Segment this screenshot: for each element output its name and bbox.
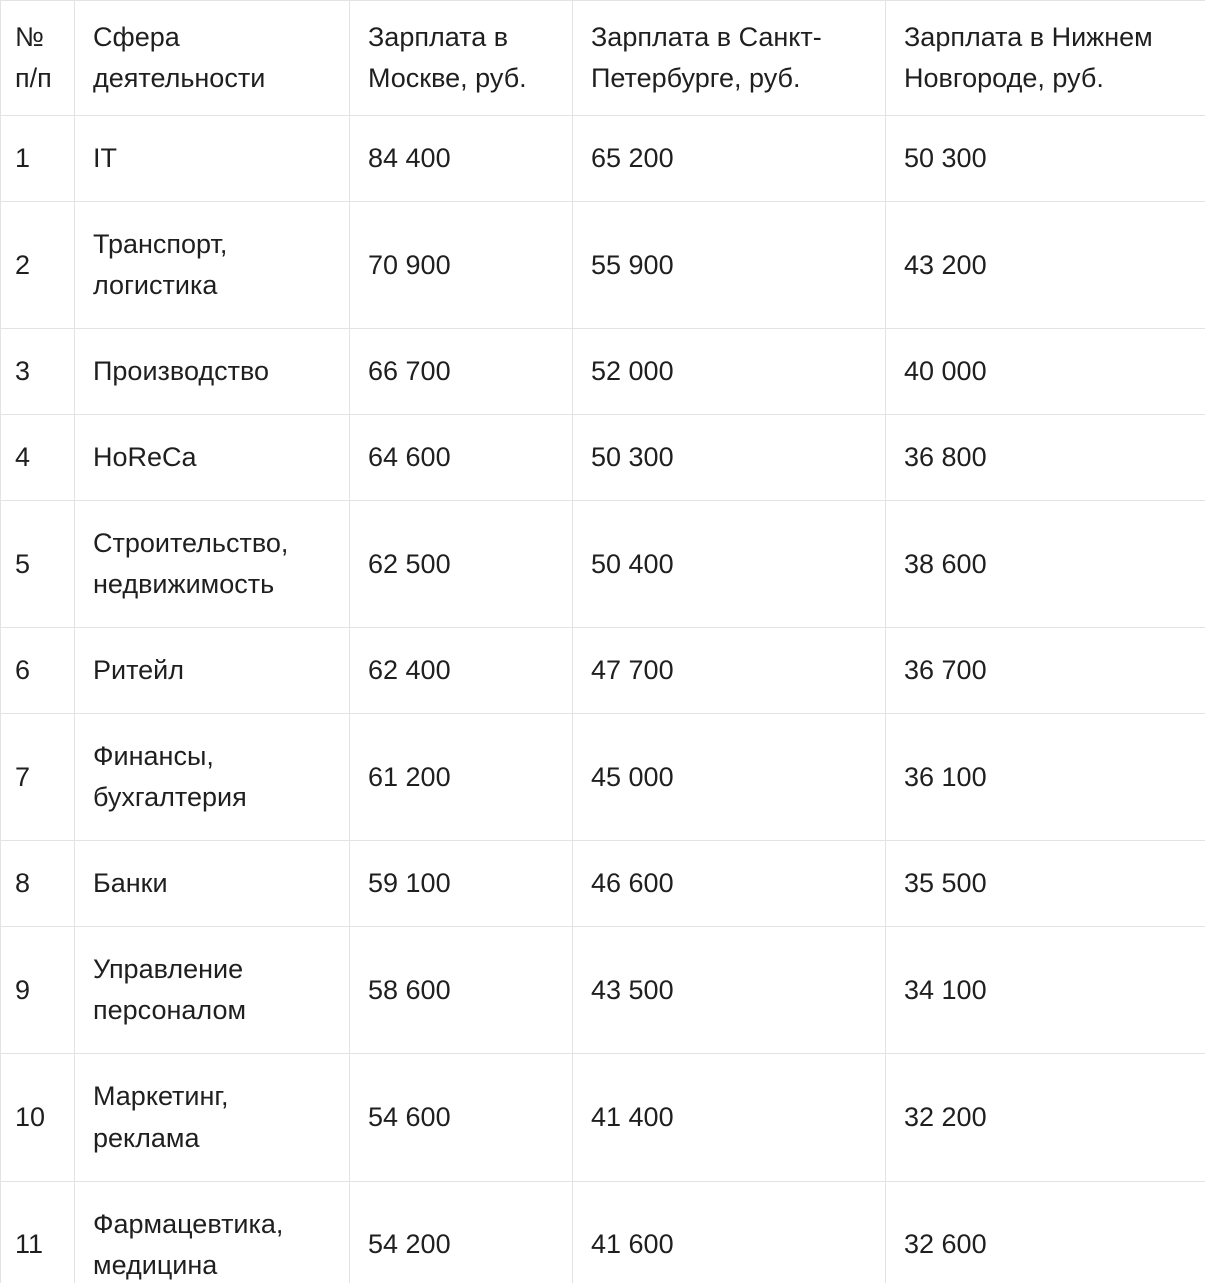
row-spb-salary: 55 900: [573, 202, 886, 329]
row-nn-salary: 38 600: [886, 501, 1205, 628]
column-header-spb-salary: Зарплата в Санкт-Петербурге, руб.: [573, 1, 886, 116]
row-nn-salary: 50 300: [886, 116, 1205, 202]
row-spb-salary: 50 400: [573, 501, 886, 628]
row-moscow-salary: 59 100: [350, 841, 573, 927]
row-spb-salary: 50 300: [573, 415, 886, 501]
row-spb-salary: 46 600: [573, 841, 886, 927]
row-sphere: Финансы, бухгалтерия: [75, 714, 350, 841]
row-spb-salary: 52 000: [573, 329, 886, 415]
row-moscow-salary: 64 600: [350, 415, 573, 501]
row-spb-salary: 65 200: [573, 116, 886, 202]
row-moscow-salary: 84 400: [350, 116, 573, 202]
row-nn-salary: 36 700: [886, 628, 1205, 714]
row-number: 3: [1, 329, 75, 415]
table-row: [1, 714, 1205, 841]
row-number: 9: [1, 927, 75, 1054]
row-spb-salary: 41 400: [573, 1054, 886, 1181]
table-body: [1, 116, 1205, 1283]
column-header-moscow-salary: Зарплата в Москве, руб.: [350, 1, 573, 116]
row-sphere: Управление персоналом: [75, 927, 350, 1054]
table-row: [1, 1054, 1205, 1181]
row-sphere: Транспорт, логистика: [75, 202, 350, 329]
row-sphere: Строительство, недвижимость: [75, 501, 350, 628]
row-nn-salary: 36 800: [886, 415, 1205, 501]
column-header-number: № п/п: [1, 1, 75, 116]
row-number: 10: [1, 1054, 75, 1181]
row-nn-salary: 32 200: [886, 1054, 1205, 1181]
table-row: [1, 329, 1205, 415]
table-header: [1, 1, 1205, 116]
table-row: [1, 841, 1205, 927]
row-sphere: Банки: [75, 841, 350, 927]
row-moscow-salary: 66 700: [350, 329, 573, 415]
row-spb-salary: 43 500: [573, 927, 886, 1054]
row-sphere: Фармацевтика, медицина: [75, 1181, 350, 1283]
header-row: [1, 1, 1205, 116]
row-spb-salary: 45 000: [573, 714, 886, 841]
row-number: 7: [1, 714, 75, 841]
row-spb-salary: 41 600: [573, 1181, 886, 1283]
row-number: 11: [1, 1181, 75, 1283]
row-moscow-salary: 62 500: [350, 501, 573, 628]
row-spb-salary: 47 700: [573, 628, 886, 714]
row-moscow-salary: 61 200: [350, 714, 573, 841]
table-row: [1, 927, 1205, 1054]
table-row: [1, 628, 1205, 714]
row-number: 4: [1, 415, 75, 501]
row-nn-salary: 32 600: [886, 1181, 1205, 1283]
row-sphere: Маркетинг, реклама: [75, 1054, 350, 1181]
table-row: [1, 415, 1205, 501]
row-moscow-salary: 54 200: [350, 1181, 573, 1283]
row-sphere: IT: [75, 116, 350, 202]
table-row: [1, 116, 1205, 202]
row-number: 1: [1, 116, 75, 202]
table-row: [1, 202, 1205, 329]
row-moscow-salary: 70 900: [350, 202, 573, 329]
row-sphere: HoReCa: [75, 415, 350, 501]
row-moscow-salary: 62 400: [350, 628, 573, 714]
row-number: 8: [1, 841, 75, 927]
row-moscow-salary: 58 600: [350, 927, 573, 1054]
row-sphere: Ритейл: [75, 628, 350, 714]
column-header-sphere: Сфера деятельности: [75, 1, 350, 116]
row-nn-salary: 43 200: [886, 202, 1205, 329]
row-sphere: Производство: [75, 329, 350, 415]
row-nn-salary: 34 100: [886, 927, 1205, 1054]
row-nn-salary: 40 000: [886, 329, 1205, 415]
column-header-nn-salary: Зарплата в Нижнем Новгороде, руб.: [886, 1, 1205, 116]
row-moscow-salary: 54 600: [350, 1054, 573, 1181]
row-nn-salary: 36 100: [886, 714, 1205, 841]
row-number: 5: [1, 501, 75, 628]
row-number: 2: [1, 202, 75, 329]
table-row: [1, 501, 1205, 628]
row-number: 6: [1, 628, 75, 714]
table-row: [1, 1181, 1205, 1283]
row-nn-salary: 35 500: [886, 841, 1205, 927]
